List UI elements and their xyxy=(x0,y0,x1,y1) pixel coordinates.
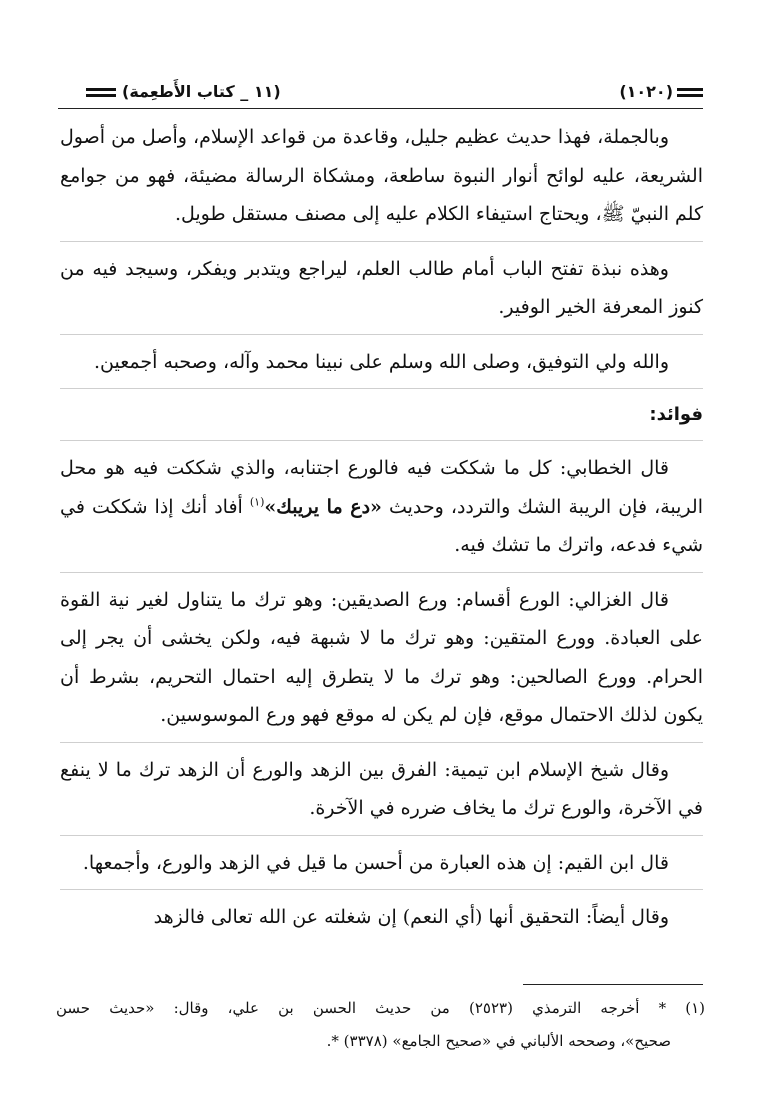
paragraph-7: قال ابن القيم: إن هذه العبارة من أحسن ما قيل في الزهد والورع، وأجمعها. xyxy=(82,851,669,874)
footnote-line-2: صحيح»، وصححه الألباني في «صحيح الجامع» (٣٣٧٨) *. xyxy=(326,1032,671,1050)
paragraph-separator xyxy=(60,388,703,389)
header-ornament-left xyxy=(86,88,116,97)
paragraph-separator xyxy=(60,440,703,441)
paragraph-4-start: قال الخطابي: كل ما شككت فيه فالورع اجتنابه، والذي شككت فيه هو محل الريبة، فإن الريبة الشك والتردد، وحديث xyxy=(60,457,703,518)
running-header xyxy=(86,80,703,106)
paragraph-6: وقال شيخ الإسلام ابن تيمية: الفرق بين الزهد والورع أن الزهد ترك ما لا ينفع في الآخرة، والورع ترك ما يخاف ضرره في الآخرة. xyxy=(60,758,703,819)
paragraph-separator xyxy=(60,241,703,242)
page-number: (١٠٢٠) xyxy=(619,82,673,101)
header-title-group xyxy=(86,80,281,104)
paragraph-2: وهذه نبذة تفتح الباب أمام طالب العلم، ليراجع ويتدبر ويفكر، وسيجد فيه من كنوز المعرفة الخير الوفير. xyxy=(60,257,703,318)
paragraph-separator xyxy=(60,742,703,743)
paragraph-separator xyxy=(60,889,703,890)
paragraph-separator xyxy=(60,572,703,573)
paragraph-4 xyxy=(60,449,703,565)
fawaid-heading: فوائد: xyxy=(649,404,703,425)
header-ornament-right xyxy=(677,88,703,97)
header-divider xyxy=(58,108,703,109)
footnote xyxy=(56,992,705,1058)
main-text xyxy=(60,118,703,937)
header-page-group xyxy=(619,80,703,104)
paragraph-1: وبالجملة، فهذا حديث عظيم جليل، وقاعدة من قواعد الإسلام، وأصل من أصول الشريعة، عليه لوائح أنوار النبوة ساطعة، ومشكاة الرسالة مضيئة، فهو من جوامع كلم النبيّ ﷺ، ويحتاج استيفاء الكلام عليه إلى مصنف مستقل طويل. xyxy=(60,126,703,225)
paragraph-3: والله ولي التوفيق، وصلى الله وسلم على نبينا محمد وآله، وصحبه أجمعين. xyxy=(94,350,669,373)
footnote-line-1: (١) * أخرجه الترمذي (٢٥٢٣) من حديث الحسن بن علي، وقال: «حديث حسن xyxy=(56,999,706,1017)
paragraph-4-end: أفاد أنك إذا شككت في شيء فدعه، واترك ما تشك فيه. xyxy=(60,495,703,556)
paragraph-5: قال الغزالي: الورع أقسام: ورع الصديقين: وهو ترك ما يتناول لغير نية القوة على العبادة. وورع المتقين: وهو ترك ما لا شبهة فيه، ولكن يخشى أن يجر إلى الحرام. وورع الصالحين: وهو ترك ما لا يتطرق إليه احتمال التحريم، بشرط أن يكون لذلك الاحتمال موقع، فإن لم يكن له موقع فهو ورع الموسوسين. xyxy=(60,588,703,726)
paragraph-separator xyxy=(60,835,703,836)
hadith-quote: «دع ما يريبك» xyxy=(264,495,382,518)
chapter-title: (١١ _ كتاب الأَطعِمة) xyxy=(122,82,281,101)
footnote-divider xyxy=(523,984,703,985)
paragraph-separator xyxy=(60,334,703,335)
paragraph-8: وقال أيضاً: التحقيق أنها (أي النعم) إن شغلته عن الله تعالى فالزهد xyxy=(153,906,669,928)
footnote-reference[interactable]: (١) xyxy=(249,495,265,509)
